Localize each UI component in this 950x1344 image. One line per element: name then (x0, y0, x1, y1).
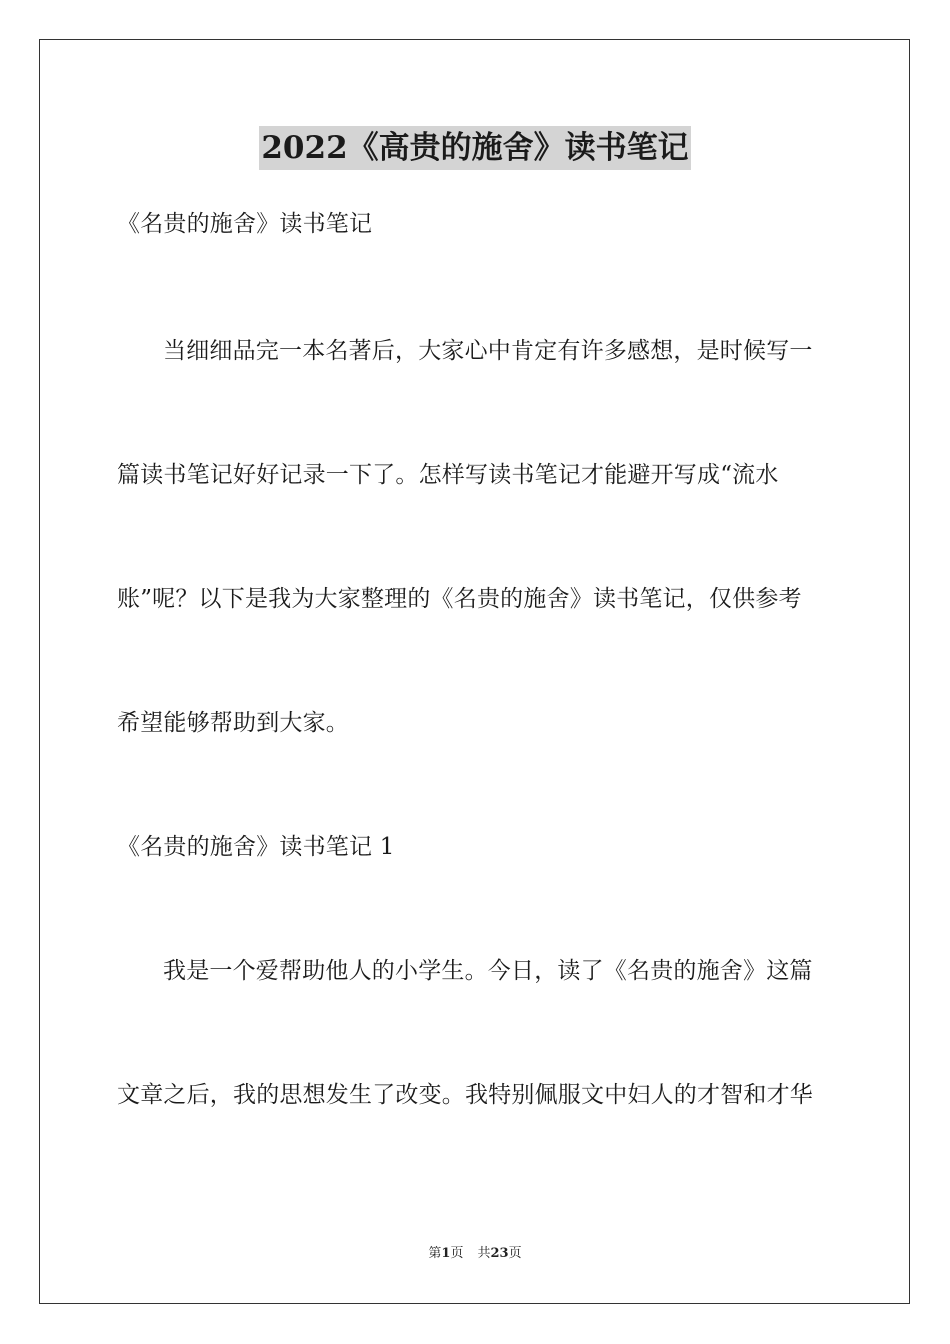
footer-page-number: 1 (441, 1246, 451, 1261)
paragraph-line: 篇读书笔记好好记录一下了。怎样写读书笔记才能避开写成“流水 (117, 462, 779, 488)
section-heading: 《名贵的施舍》读书笔记 1 (117, 834, 395, 860)
title-container (0, 126, 950, 170)
footer-total-prefix: 共 (477, 1246, 491, 1261)
section-heading: 《名贵的施舍》读书笔记 (117, 211, 373, 237)
page-footer (0, 1245, 950, 1263)
footer-page-suffix: 页 (450, 1246, 464, 1261)
paragraph-line: 我是一个爱帮助他人的小学生。今日，读了《名贵的施舍》这篇 (163, 958, 813, 984)
paragraph-line: 账”呢？以下是我为大家整理的《名贵的施舍》读书笔记，仅供参考 (117, 586, 802, 612)
footer-total-pages: 23 (490, 1246, 509, 1261)
paragraph-line: 当细细品完一本名著后，大家心中肯定有许多感想，是时候写一 (163, 338, 813, 364)
footer-total-suffix: 页 (508, 1246, 522, 1261)
document-title: 2022《高贵的施舍》读书笔记 (259, 126, 690, 170)
paragraph-line: 希望能够帮助到大家。 (117, 710, 349, 736)
footer-page-prefix: 第 (428, 1246, 442, 1261)
paragraph-line: 文章之后，我的思想发生了改变。我特别佩服文中妇人的才智和才华 (117, 1082, 813, 1108)
